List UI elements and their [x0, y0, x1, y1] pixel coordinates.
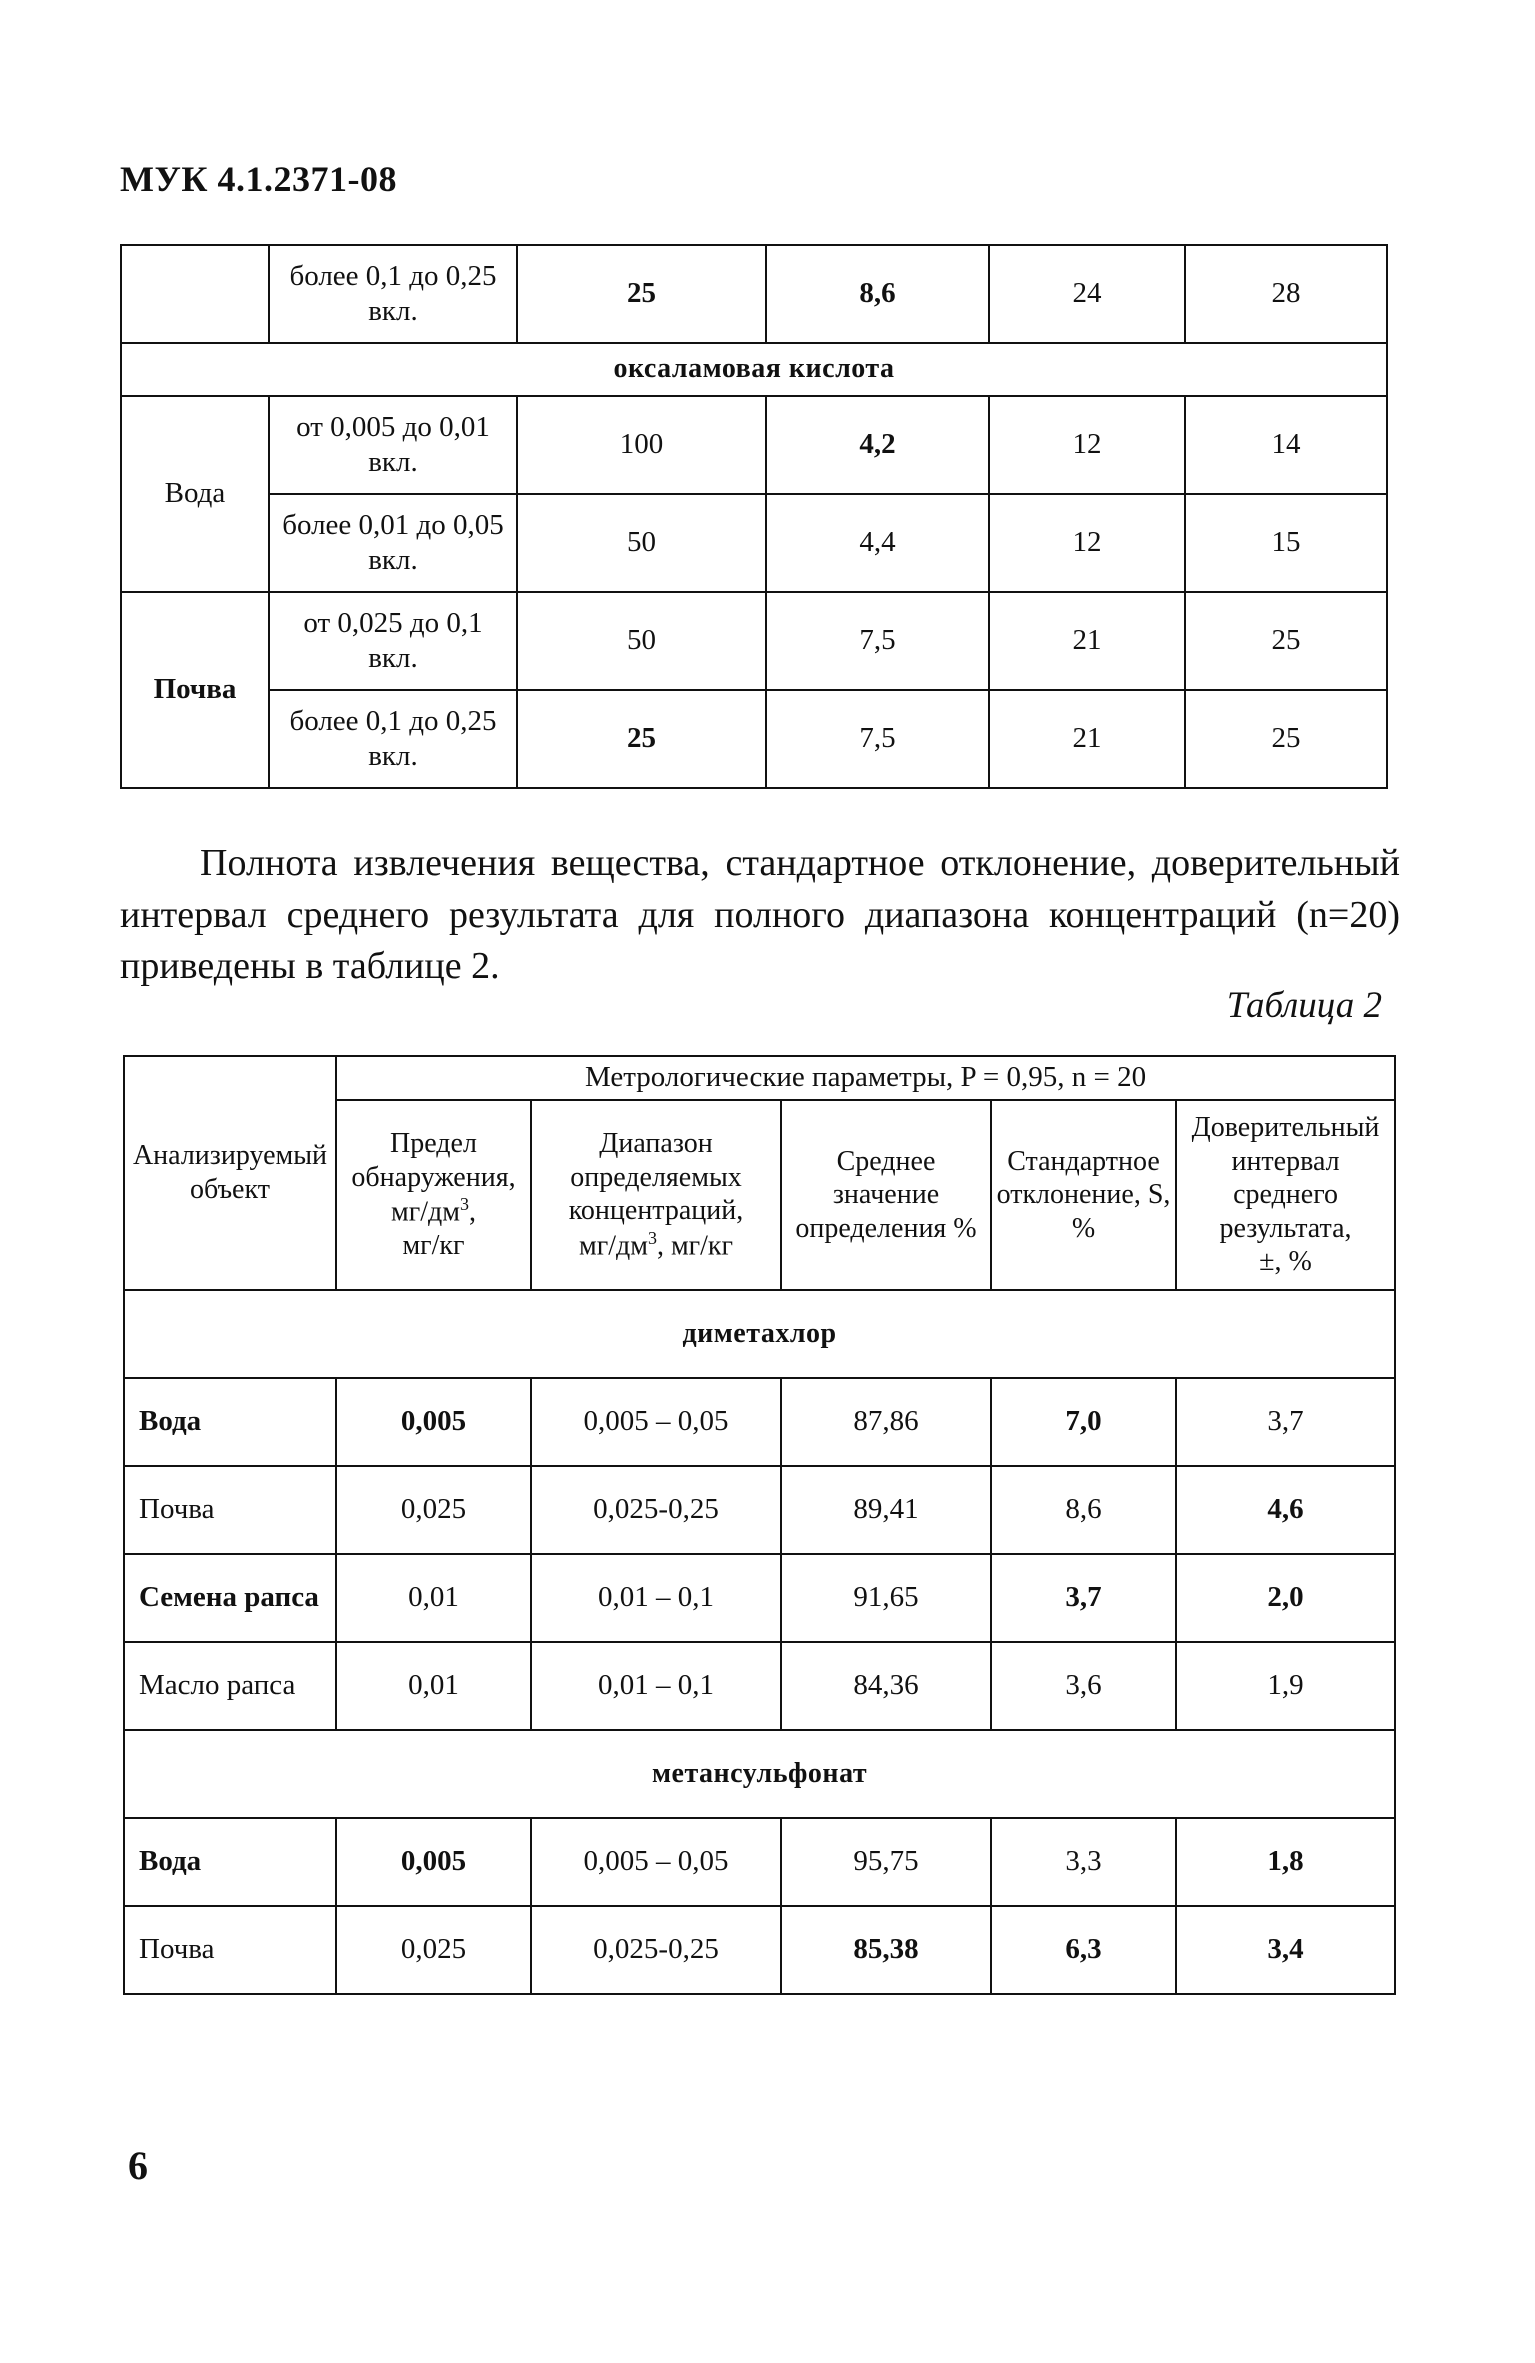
- value-cell: 0,005 – 0,05: [531, 1818, 781, 1906]
- object-cell: Почва: [124, 1906, 336, 1994]
- value-cell: 24: [989, 245, 1185, 343]
- table-row: [124, 1466, 1395, 1554]
- value-cell: 12: [989, 396, 1185, 494]
- value-cell: 21: [989, 690, 1185, 788]
- section-row: [124, 1730, 1395, 1818]
- header-range: Диапазон определяемых концентраций, $мг/дм^3$, мг/кг: [531, 1100, 781, 1290]
- object-cell: Вода: [124, 1818, 336, 1906]
- value-cell: 7,0: [991, 1378, 1176, 1466]
- value-cell: 91,65: [781, 1554, 991, 1642]
- document-code: МУК 4.1.2371-08: [120, 159, 397, 199]
- value-cell: 3,7: [991, 1554, 1176, 1642]
- object-cell: Почва: [124, 1466, 336, 1554]
- table-row: [124, 1818, 1395, 1906]
- body-paragraph: Полнота извлечения вещества, стандартное отклонение, доверительный интервал среднего результата для полного диапазона концентраций (n=20) приведены в таблице 2.: [120, 842, 1400, 988]
- object-cell: Почва: [121, 592, 269, 788]
- section-title: диметахлор: [124, 1290, 1395, 1378]
- value-cell: 8,6: [766, 245, 989, 343]
- object-cell: Семена рапса: [124, 1554, 336, 1642]
- value-cell: 8,6: [991, 1466, 1176, 1554]
- value-cell: 25: [517, 245, 766, 343]
- value-cell: 0,005 – 0,05: [531, 1378, 781, 1466]
- value-cell: 7,5: [766, 690, 989, 788]
- table-row: [121, 494, 1387, 592]
- table-row: [121, 396, 1387, 494]
- table-row: [121, 592, 1387, 690]
- page-number: 6: [128, 2143, 148, 2188]
- table-header-row: [124, 1056, 1395, 1100]
- value-cell: 21: [989, 592, 1185, 690]
- header-ci: Доверительный интервал среднего результата, ±, %: [1176, 1100, 1395, 1290]
- object-cell: Вода: [121, 396, 269, 592]
- object-cell: Вода: [124, 1378, 336, 1466]
- object-cell: Масло рапса: [124, 1642, 336, 1730]
- header-std: Стандартное отклонение, S, %: [991, 1100, 1176, 1290]
- value-cell: 87,86: [781, 1378, 991, 1466]
- object-cell: [121, 245, 269, 343]
- value-cell: 25: [1185, 690, 1387, 788]
- value-cell: 7,5: [766, 592, 989, 690]
- range-cell: от 0,005 до 0,01 вкл.: [269, 396, 517, 494]
- header-detection-limit: Предел обнаружения, $мг/дм^3$, мг/кг: [336, 1100, 531, 1290]
- value-cell: 3,4: [1176, 1906, 1395, 1994]
- value-cell: 85,38: [781, 1906, 991, 1994]
- value-cell: 100: [517, 396, 766, 494]
- value-cell: 3,3: [991, 1818, 1176, 1906]
- value-cell: 0,025: [336, 1466, 531, 1554]
- table-2: [123, 1055, 1396, 1995]
- value-cell: 1,8: [1176, 1818, 1395, 1906]
- section-row: [124, 1290, 1395, 1378]
- value-cell: 3,7: [1176, 1378, 1395, 1466]
- value-cell: 0,025-0,25: [531, 1906, 781, 1994]
- range-cell: от 0,025 до 0,1 вкл.: [269, 592, 517, 690]
- value-cell: 50: [517, 592, 766, 690]
- table-row: [121, 690, 1387, 788]
- value-cell: 0,005: [336, 1378, 531, 1466]
- header-mean: Среднее значение определения %: [781, 1100, 991, 1290]
- table-row: [124, 1906, 1395, 1994]
- value-cell: 6,3: [991, 1906, 1176, 1994]
- value-cell: 0,025-0,25: [531, 1466, 781, 1554]
- table-row: [124, 1642, 1395, 1730]
- value-cell: 4,4: [766, 494, 989, 592]
- value-cell: 0,005: [336, 1818, 531, 1906]
- value-cell: 25: [1185, 592, 1387, 690]
- value-cell: 28: [1185, 245, 1387, 343]
- value-cell: 84,36: [781, 1642, 991, 1730]
- table-row: [121, 245, 1387, 343]
- value-cell: 89,41: [781, 1466, 991, 1554]
- value-cell: 95,75: [781, 1818, 991, 1906]
- header-group: Метрологические параметры, P = 0,95, n = 20: [336, 1056, 1395, 1100]
- table-row: [124, 1378, 1395, 1466]
- value-cell: 12: [989, 494, 1185, 592]
- value-cell: 0,01: [336, 1554, 531, 1642]
- value-cell: 0,01: [336, 1642, 531, 1730]
- section-title: метансульфонат: [124, 1730, 1395, 1818]
- section-title: оксаламовая кислота: [121, 343, 1387, 396]
- range-cell: более 0,1 до 0,25 вкл.: [269, 245, 517, 343]
- value-cell: 4,2: [766, 396, 989, 494]
- value-cell: 2,0: [1176, 1554, 1395, 1642]
- value-cell: 0,01 – 0,1: [531, 1642, 781, 1730]
- value-cell: 1,9: [1176, 1642, 1395, 1730]
- range-cell: более 0,01 до 0,05 вкл.: [269, 494, 517, 592]
- value-cell: 0,01 – 0,1: [531, 1554, 781, 1642]
- section-row: [121, 343, 1387, 396]
- table-caption: Таблица 2: [1226, 985, 1382, 1026]
- header-object: Анализируемый объект: [124, 1056, 336, 1290]
- table-1-continuation: [120, 244, 1388, 789]
- value-cell: 50: [517, 494, 766, 592]
- range-cell: более 0,1 до 0,25 вкл.: [269, 690, 517, 788]
- table-row: [124, 1554, 1395, 1642]
- value-cell: 4,6: [1176, 1466, 1395, 1554]
- value-cell: 15: [1185, 494, 1387, 592]
- value-cell: 14: [1185, 396, 1387, 494]
- value-cell: 3,6: [991, 1642, 1176, 1730]
- value-cell: 0,025: [336, 1906, 531, 1994]
- value-cell: 25: [517, 690, 766, 788]
